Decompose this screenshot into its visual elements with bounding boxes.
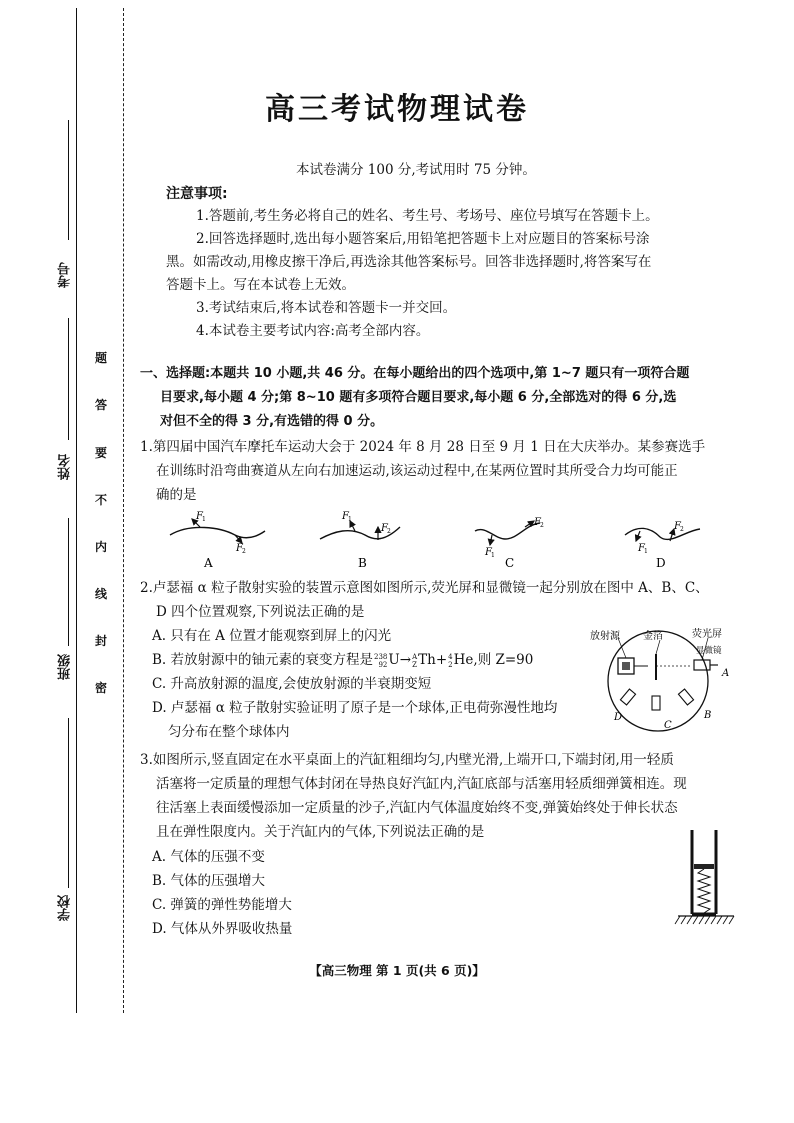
fig-pos-c: C [664,720,672,731]
examno-label: 考号 [58,262,73,288]
question-3-line: 往活塞上表面缓慢添加一定质量的沙子,汽缸内气体温度始终不变,弹簧始终处于伸长状态 [156,800,678,816]
seal-char: 要 [94,446,107,460]
svg-text:F: F [534,517,541,528]
q1-figures [160,505,720,573]
question-1-line: 确的是 [156,487,197,503]
fig-pos-a: A [722,668,730,679]
note-line: 黑。如需改动,用橡皮擦干净后,再选涂其他答案标号。回答非选择题时,将答案写在 [166,254,652,270]
q3-option-d: D. 气体从外界吸收热量 [152,921,293,937]
name-fill-line [68,318,69,440]
page-footer: 【高三物理 第 1 页(共 6 页)】 [309,963,485,978]
q3-option-a: A. 气体的压强不变 [152,849,265,865]
fig-pos-d: D [614,712,623,723]
q1-option-c: C [505,556,515,570]
q1-option-d: D [656,556,666,570]
class-fill-line [68,518,69,646]
q3-cylinder-figure [672,828,742,930]
notes-heading: 注意事项: [166,186,228,202]
question-2-line: D 四个位置观察,下列说法正确的是 [156,604,365,620]
seal-char: 不 [94,493,107,507]
name-label: 姓名 [58,454,73,480]
svg-text:1: 1 [644,548,648,555]
svg-text:F: F [196,511,203,522]
page-title: 高三考试物理试卷 [265,92,529,127]
seal-char: 答 [94,398,107,412]
q2-option-c: C. 升高放射源的温度,会使放射源的半衰期变短 [152,676,432,692]
note-line: 4.本试卷主要考试内容:高考全部内容。 [196,323,430,339]
fig-screen-label: 荧光屏 [692,629,722,640]
question-1-line: 1.第四届中国汽车摩托车运动大会于 2024 年 8 月 28 日至 9 月 1 日在大庆举办。某参赛选手 [140,439,706,455]
fig-foil-label: 金箔 [643,631,663,642]
side-margin-line [76,8,77,1013]
svg-text:F: F [638,543,645,554]
svg-text:2: 2 [540,522,544,529]
q1-option-a: A [204,556,213,570]
section-heading: 目要求,每小题 4 分;第 8~10 题有多项符合题目要求,每小题 6 分,全部选对的得 6 分,选 [160,390,677,405]
note-line: 2.回答选择题时,选出每小题答案后,用铅笔把答题卡上对应题目的答案标号涂 [196,231,650,247]
question-1-line: 在训练时沿弯曲赛道从左向右加速运动,该运动过程中,在某两位置时其所受合力均可能正 [156,463,678,479]
seal-dashed-line [123,8,124,1013]
svg-text:1: 1 [348,516,352,523]
examno-fill-line [68,120,69,240]
svg-text:F: F [485,547,492,558]
seal-char: 密 [94,681,107,695]
q1-figure-a [170,511,265,570]
q1-figure-c [475,517,544,570]
school-fill-line [68,718,69,888]
seal-char: 封 [94,634,107,648]
svg-text:2: 2 [242,548,246,555]
seal-char: 题 [94,351,107,365]
fig-microscope-label: 显微镜 [696,646,722,656]
question-2-line: 2.卢瑟福 α 粒子散射实验的装置示意图如图所示,荧光屏和显微镜一起分别放在图中 A、B、C、 [140,580,709,596]
note-line: 答题卡上。写在本试卷上无效。 [166,277,355,293]
question-3-line: 3.如图所示,竖直固定在水平桌面上的汽缸粗细均匀,内壁光滑,上端开口,下端封闭,用一轻质 [140,752,674,768]
q3-option-b: B. 气体的压强增大 [152,873,266,889]
fig-source-label: 放射源 [590,631,620,642]
note-line: 3.考试结束后,将本试卷和答题卡一并交回。 [196,300,457,316]
q2-option-d-line1: D. 卢瑟福 α 粒子散射实验证明了原子是一个球体,正电荷弥漫性地均 [152,700,558,716]
q3-option-c: C. 弹簧的弹性势能增大 [152,897,292,913]
q1-figure-d [625,521,700,570]
school-label: 学校 [58,895,73,921]
svg-text:1: 1 [202,516,206,523]
svg-text:1: 1 [491,552,495,559]
fig-pos-b: B [704,710,712,721]
seal-char: 线 [94,587,107,601]
class-label: 班级 [58,654,73,680]
subtitle: 本试卷满分 100 分,考试用时 75 分钟。 [296,162,536,178]
svg-text:F: F [342,511,349,522]
svg-text:F: F [236,543,243,554]
q1-figure-b [320,511,400,570]
q2-option-b: B. 若放射源中的铀元素的衰变方程是238 92U→A ZTh+4 2He,则 Z=90 [152,652,534,669]
question-3-line: 活塞将一定质量的理想气体封闭在导热良好汽缸内,汽缸底部与活塞用轻质细弹簧相连。现 [156,776,687,792]
section-heading: 对但不全的得 3 分,有选错的得 0 分。 [160,414,384,429]
svg-text:F: F [674,521,681,532]
q2-option-a: A. 只有在 A 位置才能观察到屏上的闪光 [152,628,392,644]
seal-char: 内 [94,540,107,554]
svg-text:F: F [381,523,388,534]
section-heading: 一、选择题:本题共 10 小题,共 46 分。在每小题给出的四个选项中,第 1~7 题只有一项符合题 [140,366,690,381]
svg-text:2: 2 [387,528,391,535]
q2-figure [588,624,738,734]
q1-option-b: B [358,556,367,570]
q2-option-d-line2: 匀分布在整个球体内 [168,724,290,740]
note-line: 1.答题前,考生务必将自己的姓名、考生号、考场号、座位号填写在答题卡上。 [196,208,659,224]
question-3-line: 且在弹性限度内。关于汽缸内的气体,下列说法正确的是 [156,824,485,840]
svg-text:2: 2 [680,526,684,533]
